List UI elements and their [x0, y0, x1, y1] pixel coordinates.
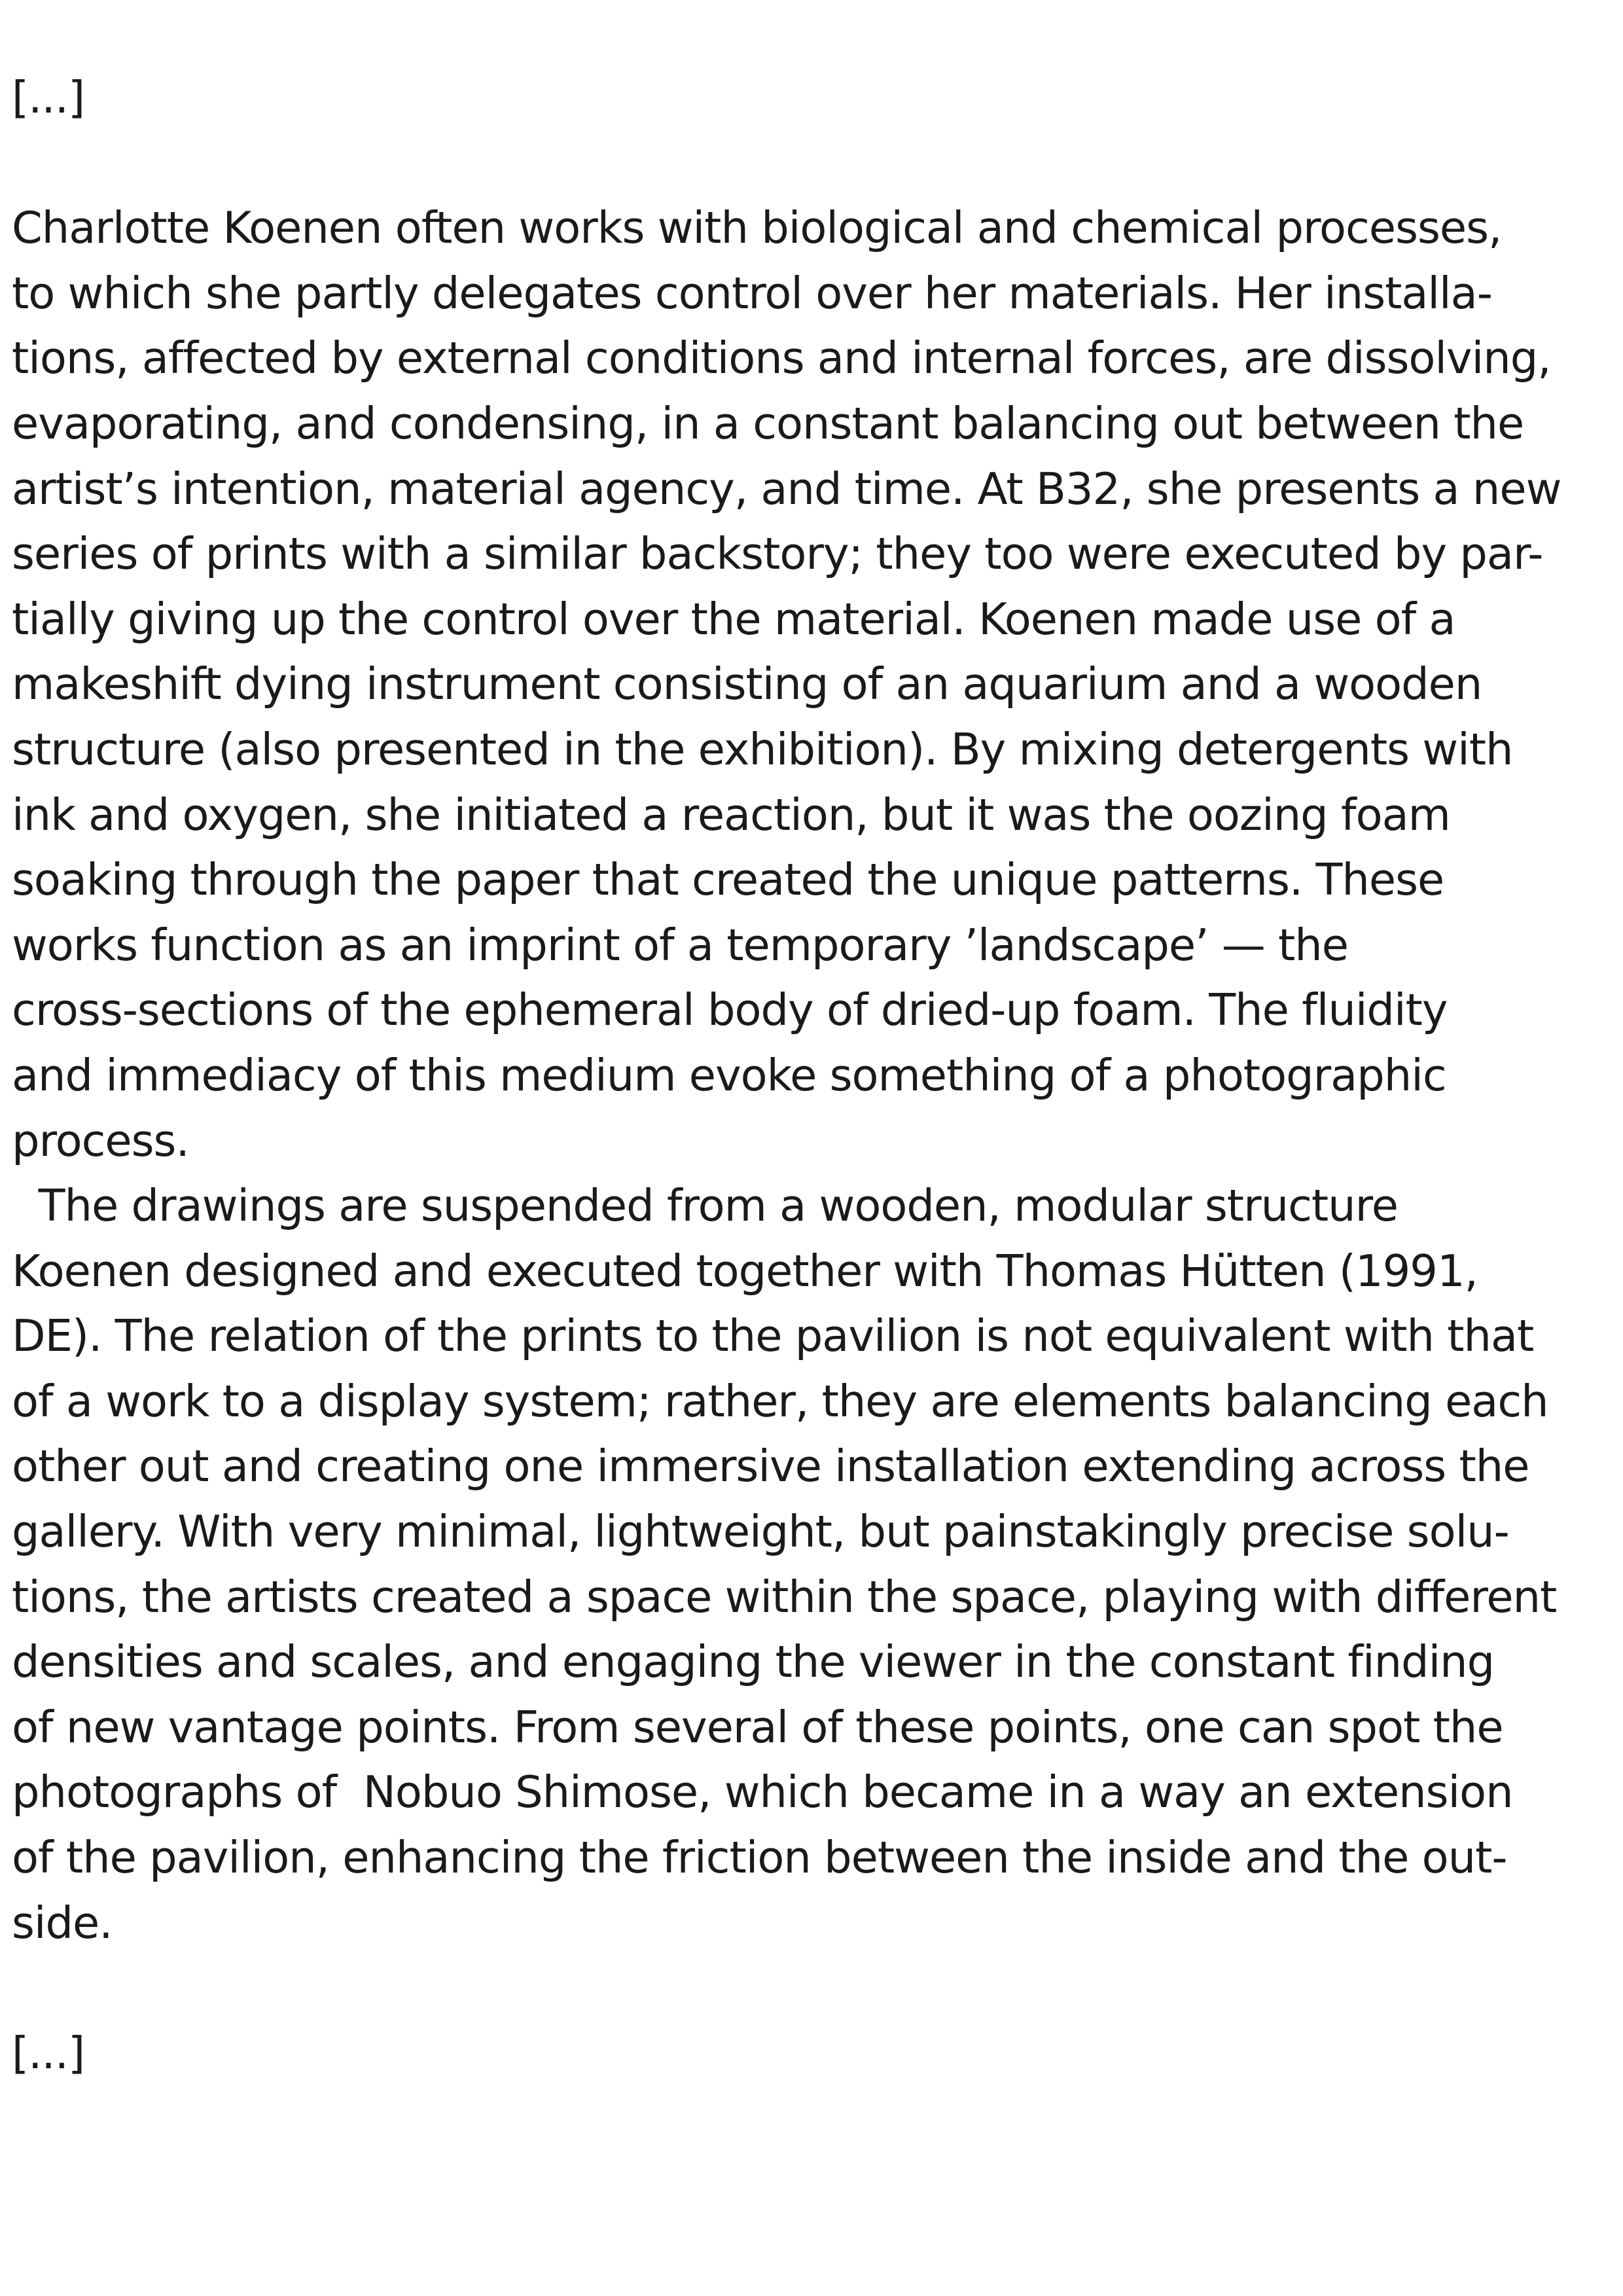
- text-line: tions, affected by external conditions and internal forces, are dissolving,: [12, 332, 1551, 384]
- text-line: gallery. With very minimal, lightweight, but painstakingly precise solu-: [12, 1506, 1509, 1558]
- text-line: series of prints with a similar backstory; they too were executed by par-: [12, 528, 1543, 580]
- ellipsis-top: [...]: [12, 72, 85, 123]
- text-line: cross-sections of the ephemeral body of dried-up foam. The fluidity: [12, 984, 1448, 1036]
- text-line: artist’s intention, material agency, and time. At B32, she presents a new: [12, 463, 1561, 514]
- text-line: The drawings are suspended from a wooden, modular structure: [12, 1180, 1398, 1232]
- text-line: makeshift dying instrument consisting of an aquarium and a wooden: [12, 658, 1482, 710]
- paragraph-2: [12, 1174, 1609, 1956]
- ellipsis-bottom: [...]: [12, 2027, 85, 2079]
- text-line: Charlotte Koenen often works with biological and chemical processes,: [12, 202, 1502, 254]
- text-line: soaking through the paper that created the unique patterns. These: [12, 854, 1444, 906]
- text-line: evaporating, and condensing, in a constant balancing out between the: [12, 397, 1524, 449]
- text-line: and immediacy of this medium evoke something of a photographic: [12, 1049, 1446, 1101]
- paragraph-spacer: [12, 131, 1609, 196]
- text-line: of new vantage points. From several of these points, one can spot the: [12, 1701, 1503, 1753]
- text-line: structure (also presented in the exhibition). By mixing detergents with: [12, 723, 1513, 775]
- paragraph-1: [12, 196, 1609, 1174]
- text-line: side.: [12, 1897, 113, 1948]
- text-line: photographs of Nobuo Shimose, which became in a way an extension: [12, 1767, 1513, 1818]
- paragraph-spacer: [12, 1956, 1609, 2021]
- text-line: tions, the artists created a space within the space, playing with different: [12, 1571, 1557, 1623]
- text-line: densities and scales, and engaging the viewer in the constant finding: [12, 1636, 1495, 1688]
- text-line: Koenen designed and executed together with Thomas Hütten (1991,: [12, 1245, 1478, 1297]
- text-line: works function as an imprint of a temporary ’landscape’ — the: [12, 919, 1348, 971]
- text-line: DE). The relation of the prints to the pavilion is not equivalent with that: [12, 1310, 1534, 1362]
- text-line: of the pavilion, enhancing the friction between the inside and the out-: [12, 1832, 1507, 1884]
- text-block: [12, 0, 1609, 2086]
- text-line: ink and oxygen, she initiated a reaction, but it was the oozing foam: [12, 789, 1450, 840]
- text-line: other out and creating one immersive installation extending across the: [12, 1441, 1529, 1492]
- text-line: tially giving up the control over the material. Koenen made use of a: [12, 593, 1455, 645]
- text-line: process.: [12, 1115, 189, 1166]
- text-line: of a work to a display system; rather, they are elements balancing each: [12, 1375, 1548, 1427]
- text-line: to which she partly delegates control over her materials. Her installa-: [12, 267, 1492, 319]
